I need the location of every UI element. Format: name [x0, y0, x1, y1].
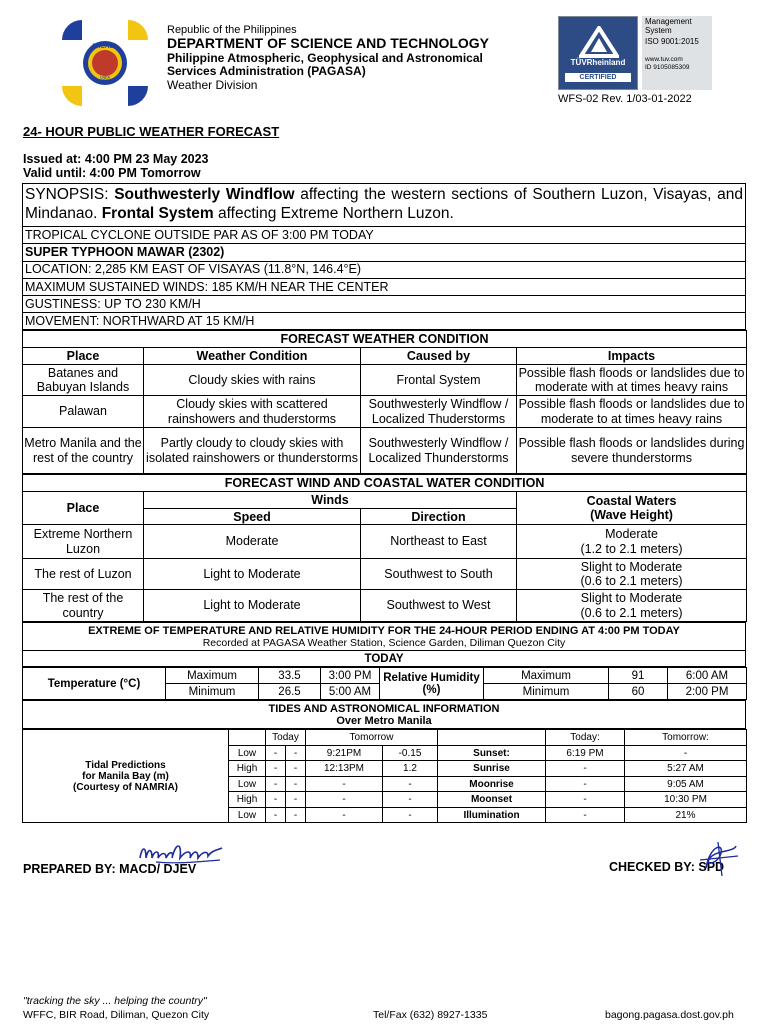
header-impacts: Impacts — [517, 348, 747, 365]
pagasa-logo — [60, 18, 150, 108]
tc-winds: MAXIMUM SUSTAINED WINDS: 185 KM/H NEAR THE CENTER — [23, 278, 746, 295]
forecast-weather-table — [22, 330, 747, 474]
place-cell: The rest of the country — [23, 590, 144, 622]
synopsis — [22, 183, 746, 226]
table-row — [23, 525, 747, 559]
tides-subtitle: Over Metro Manila — [336, 714, 432, 727]
tc-gust: GUSTINESS: UP TO 230 KM/H — [23, 295, 746, 312]
synopsis-label: SYNOPSIS: — [25, 186, 115, 203]
table-row — [23, 396, 747, 428]
astro-today: 6:19 PM — [546, 745, 625, 761]
astro-today: - — [546, 792, 625, 808]
temp-max-value: 33.5 — [259, 668, 321, 684]
wind-header-speed: Speed — [144, 509, 361, 525]
astro-label: Moonset — [438, 792, 546, 808]
tuv-brand: TÜVRheinland — [570, 58, 626, 67]
astro-tomorrow: 5:27 AM — [625, 761, 747, 777]
wave-height: (0.6 to 2.1 meters) — [580, 605, 683, 620]
tidal-label-cell — [23, 730, 229, 823]
cert-management: Management — [645, 17, 692, 26]
condition-cell: Partly cloudy to cloudy skies with isolated rainshowers or thunderstorms — [144, 428, 361, 474]
astro-tomorrow: 10:30 PM — [625, 792, 747, 808]
rh-max-value: 91 — [609, 668, 668, 684]
astro-today: - — [546, 807, 625, 823]
extremes-table — [22, 622, 746, 667]
astro-today: - — [546, 776, 625, 792]
tide-today-2: - — [286, 792, 306, 808]
tropical-cyclone-table — [22, 226, 746, 330]
rh-max-label: Maximum — [484, 668, 609, 684]
tide-today-1: - — [266, 761, 286, 777]
tide-tomorrow-time: - — [306, 776, 383, 792]
cert-id: ID 9105085309 — [645, 63, 690, 71]
wind-header-winds: Winds — [144, 492, 517, 509]
astro-label: Illumination — [438, 807, 546, 823]
tide-type: High — [229, 761, 266, 777]
tide-type: Low — [229, 807, 266, 823]
extremes-subtitle: Recorded at PAGASA Weather Station, Science Garden, Diliman Quezon City — [202, 636, 566, 649]
astro-today-header: Today: — [546, 730, 625, 746]
tide-tomorrow-time: - — [306, 807, 383, 823]
impact-cell: Possible flash floods or landslides during severe thunderstorms — [517, 428, 747, 474]
speed-cell: Moderate — [144, 525, 361, 559]
impact-cell: Possible flash floods or landslides due to moderate to at times heavy rains — [517, 396, 747, 428]
prepared-by: PREPARED BY: MACD/ DJEV — [23, 862, 197, 876]
speed-cell: Light to Moderate — [144, 559, 361, 590]
astro-label: Sunrise — [438, 761, 546, 777]
tide-tomorrow-time: 12:13PM — [306, 761, 383, 777]
astro-tomorrow: 21% — [625, 807, 747, 823]
tides-header-table — [22, 700, 746, 729]
extremes-header — [23, 623, 746, 651]
agency-header — [167, 24, 489, 92]
agency-line-1: Philippine Atmospheric, Geophysical and Astronomical — [167, 50, 483, 65]
extremes-title: EXTREME OF TEMPERATURE AND RELATIVE HUMIDITY FOR THE 24-HOUR PERIOD ENDING AT 4:00 PM TODAY — [88, 624, 680, 637]
tidal-label-3: (Courtesy of NAMRIA) — [73, 781, 178, 793]
coastal-cell — [517, 590, 747, 622]
rh-min-time: 2:00 PM — [668, 684, 747, 700]
tide-today-1: - — [266, 745, 286, 761]
tc-outside: TROPICAL CYCLONE OUTSIDE PAR AS OF 3:00 PM TODAY — [23, 227, 746, 244]
coastal-cell — [517, 525, 747, 559]
coastal-state: Slight to Moderate — [580, 559, 683, 574]
coastal-label: Coastal Waters — [586, 494, 677, 509]
tide-today-2: - — [286, 776, 306, 792]
tide-today-1: - — [266, 776, 286, 792]
forecast-wind-table — [22, 474, 747, 622]
table-row — [23, 428, 747, 474]
direction-cell: Southwest to West — [361, 590, 517, 622]
tide-tomorrow-height: -0.15 — [383, 745, 438, 761]
astro-label: Moonrise — [438, 776, 546, 792]
temp-min-value: 26.5 — [259, 684, 321, 700]
synopsis-bold-1: Southwesterly Windflow — [114, 186, 295, 203]
agency-line-2: Services Administration (PAGASA) — [167, 64, 366, 79]
tide-today-2: - — [286, 761, 306, 777]
astro-label: Sunset: — [438, 745, 546, 761]
tide-type: High — [229, 792, 266, 808]
rh-min-label: Minimum — [484, 684, 609, 700]
place-cell: Metro Manila and the rest of the country — [23, 428, 144, 474]
tc-movement: MOVEMENT: NORTHWARD AT 15 KM/H — [23, 313, 746, 330]
checked-initials: SPD — [698, 860, 725, 874]
page-title: 24- HOUR PUBLIC WEATHER FORECAST — [23, 124, 280, 139]
certified-label: CERTIFIED — [565, 73, 631, 82]
logo-year: 1865 — [99, 76, 111, 82]
speed-cell: Light to Moderate — [144, 590, 361, 622]
header-caused-by: Caused by — [361, 348, 517, 365]
tagline: "tracking the sky ... helping the country" — [23, 995, 207, 1007]
checked-signature — [696, 838, 742, 878]
tuv-certification — [558, 16, 712, 90]
coastal-state: Moderate — [605, 527, 658, 542]
condition-cell: Cloudy skies with scattered rainshowers and thuderstorms — [144, 396, 361, 428]
tide-today-2: - — [286, 807, 306, 823]
astro-today: - — [546, 761, 625, 777]
coastal-state: Slight to Moderate — [580, 591, 683, 606]
cause-cell: Southwesterly Windflow / Localized Thuderstorms — [361, 396, 517, 428]
temp-max-label: Maximum — [166, 668, 259, 684]
tide-today-2: - — [286, 745, 306, 761]
wave-label: (Wave Height) — [590, 508, 673, 523]
department-name: DEPARTMENT OF SCIENCE AND TECHNOLOGY — [167, 35, 490, 52]
astro-tomorrow-header: Tomorrow: — [625, 730, 747, 746]
table-row — [23, 365, 747, 396]
tide-today-1: - — [266, 792, 286, 808]
valid-until: Valid until: 4:00 PM Tomorrow — [23, 165, 201, 180]
temperature-humidity-table — [22, 667, 747, 700]
issued-at: Issued at: 4:00 PM 23 May 2023 — [23, 152, 209, 166]
condition-cell: Cloudy skies with rains — [144, 365, 361, 396]
tuv-triangle-icon — [579, 26, 619, 58]
temperature-label: Temperature (°C) — [23, 668, 166, 700]
tide-today-header: Today — [266, 730, 306, 746]
wind-header-coastal — [517, 492, 747, 525]
direction-cell: Southwest to South — [361, 559, 517, 590]
checked-label: CHECKED BY: — [609, 860, 695, 874]
tide-tomorrow-header: Tomorrow — [306, 730, 438, 746]
tide-tomorrow-height: 1.2 — [383, 761, 438, 777]
website-link[interactable]: bagong.pagasa.dost.gov.ph — [605, 1009, 734, 1021]
tide-tomorrow-height: - — [383, 776, 438, 792]
tide-tomorrow-height: - — [383, 792, 438, 808]
tide-type: Low — [229, 776, 266, 792]
humidity-label: Relative Humidity (%) — [380, 668, 484, 700]
place-cell: Palawan — [23, 396, 144, 428]
place-cell: The rest of Luzon — [23, 559, 144, 590]
division-name: Weather Division — [167, 77, 258, 92]
empty-cell — [229, 730, 266, 746]
table-row — [23, 590, 747, 622]
tides-title: TIDES AND ASTRONOMICAL INFORMATION — [268, 702, 500, 715]
forecast-body — [22, 183, 746, 823]
cert-details — [642, 16, 712, 90]
place-cell: Extreme Northern Luzon — [23, 525, 144, 559]
tidal-label-2: for Manila Bay (m) — [82, 770, 169, 782]
cert-www: www.tuv.com — [645, 56, 683, 64]
tc-location: LOCATION: 2,285 KM EAST OF VISAYAS (11.8°N, 146.4°E) — [23, 261, 746, 278]
wind-header-place: Place — [23, 492, 144, 525]
today-label: TODAY — [23, 651, 746, 667]
header-condition: Weather Condition — [144, 348, 361, 365]
direction-cell: Northeast to East — [361, 525, 517, 559]
tides-table — [22, 729, 747, 823]
cause-cell: Frontal System — [361, 365, 517, 396]
wave-height: (0.6 to 2.1 meters) — [580, 574, 683, 589]
tide-type: Low — [229, 745, 266, 761]
synopsis-text-1: affecting the western sections of Southern Luzon, Visayas, and Mindanao. — [25, 186, 743, 222]
tides-header — [23, 701, 746, 729]
wind-header-direction: Direction — [361, 509, 517, 525]
tide-tomorrow-time: 9:21PM — [306, 745, 383, 761]
address: WFFC, BIR Road, Diliman, Quezon City — [23, 1009, 210, 1021]
astro-tomorrow: - — [625, 745, 747, 761]
forecast-weather-title: FORECAST WEATHER CONDITION — [23, 331, 747, 348]
tide-tomorrow-time: - — [306, 792, 383, 808]
wave-height: (1.2 to 2.1 meters) — [580, 541, 683, 556]
synopsis-text-2: affecting Extreme Northern Luzon. — [213, 204, 454, 222]
synopsis-bold-2: Frontal System — [101, 204, 214, 222]
tide-tomorrow-height: - — [383, 807, 438, 823]
republic-line: Republic of the Philippines — [167, 24, 297, 36]
rh-min-value: 60 — [609, 684, 668, 700]
empty-cell — [438, 730, 546, 746]
cert-system: System — [645, 25, 672, 35]
form-number: WFS-02 Rev. 1/03-01-2022 — [558, 93, 692, 105]
tuv-badge — [558, 16, 638, 90]
tc-name: SUPER TYPHOON MAWAR (2302) — [23, 244, 746, 261]
astro-tomorrow: 9:05 AM — [625, 776, 747, 792]
temp-min-label: Minimum — [166, 684, 259, 700]
tide-today-1: - — [266, 807, 286, 823]
cert-iso: ISO 9001:2015 — [645, 36, 699, 46]
cause-cell: Southwesterly Windflow / Localized Thunderstorms — [361, 428, 517, 474]
rh-max-time: 6:00 AM — [668, 668, 747, 684]
temp-max-time: 3:00 PM — [321, 668, 380, 684]
forecast-wind-title: FORECAST WIND AND COASTAL WATER CONDITION — [23, 475, 747, 492]
telephone: Tel/Fax (632) 8927-1335 — [373, 1009, 488, 1021]
issue-info — [23, 153, 209, 181]
table-row — [23, 559, 747, 590]
header-place: Place — [23, 348, 144, 365]
impact-cell: Possible flash floods or landslides due to moderate with at times heavy rains — [517, 365, 747, 396]
place-cell: Batanes and Babuyan Islands — [23, 365, 144, 396]
temp-min-time: 5:00 AM — [321, 684, 380, 700]
coastal-cell — [517, 559, 747, 590]
logo-text: PAGASA — [92, 44, 118, 50]
tidal-label-1: Tidal Predictions — [85, 759, 166, 771]
